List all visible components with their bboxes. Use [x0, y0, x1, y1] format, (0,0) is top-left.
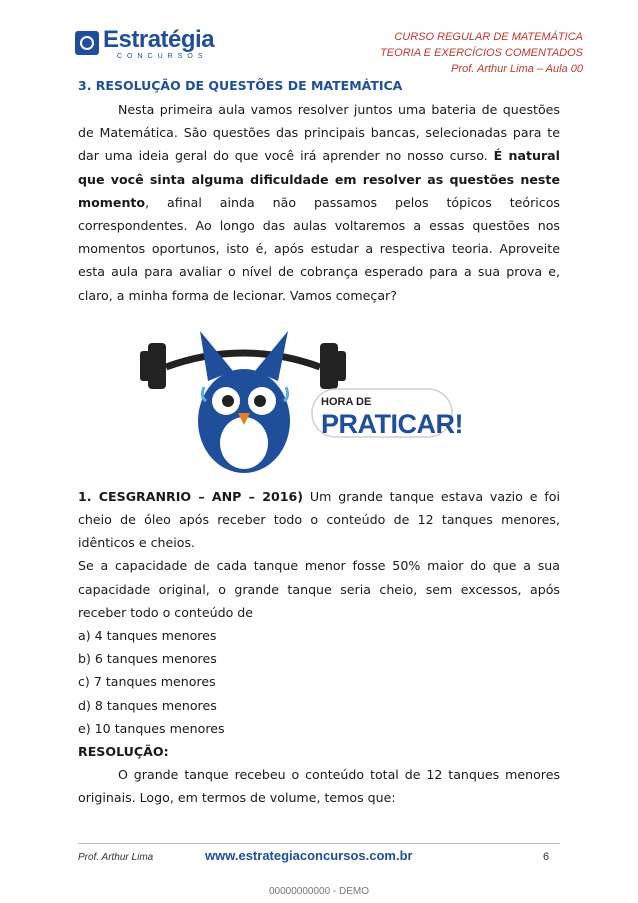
- logo-mark-icon: [75, 31, 99, 55]
- hora-de-praticar-banner: [78, 321, 560, 481]
- resolution-text: O grande tanque recebeu o conteúdo total de 12 tanques menores originais. Logo, em termos de volume, temos que:: [78, 767, 560, 806]
- footer-divider: [78, 843, 560, 844]
- page-content: [78, 78, 560, 810]
- header-line-3: Prof. Arthur Lima – Aula 00: [451, 63, 583, 75]
- section-title: 3. RESOLUÇÃO DE QUESTÕES DE MATEMÁTICA: [78, 78, 403, 93]
- demo-watermark: 00000000000 - DEMO: [268, 886, 370, 897]
- intro-text-1: Nesta primeira aula vamos resolver juntos uma bateria de questões de Matemática. São questões das principais bancas, selecionadas para te dar uma ideia geral do que você irá aprender no nosso curso.: [78, 102, 560, 164]
- logo-name: Estratégia: [103, 26, 215, 53]
- intro-text-2: , afinal ainda não passamos pelos tópicos teóricos correspondentes. Ao longo das aulas voltaremos a essas questões nos momentos oportunos, isto é, após estudar a respectiva teoria. Aproveite esta aula para avaliar o nível de cobrança esperado para a sua prova e, claro, a minha forma de lecionar. Vamos começar?: [78, 194, 560, 303]
- option-e: e) 10 tanques menores: [78, 720, 225, 736]
- footer-website-link[interactable]: www.estrategiaconcursos.com.br: [205, 848, 413, 863]
- header-line-1: CURSO REGULAR DE MATEMÁTICA: [394, 31, 583, 43]
- option-d: d) 8 tanques menores: [78, 697, 217, 713]
- footer-author: Prof. Arthur Lima: [78, 852, 154, 863]
- logo-subtitle: CONCURSOS: [117, 53, 208, 60]
- banner-small-text: HORA DE: [321, 395, 372, 408]
- option-c: c) 7 tanques menores: [78, 674, 216, 690]
- question-text-1: Um grande tanque estava vazio e foi cheio de óleo após receber todo o conteúdo de 12 tanques menores, idênticos e cheios.: [78, 488, 560, 551]
- intro-paragraph: [78, 98, 560, 307]
- course-header: [380, 29, 583, 77]
- question-text-2: Se a capacidade de cada tanque menor fosse 50% maior do que a sua capacidade original, o grande tanque seria cheio, sem excessos, após receber todo o conteúdo de: [78, 558, 560, 620]
- intro-bold-text: É natural que você sinta alguma dificuldade em resolver as questões neste momento: [78, 148, 560, 210]
- option-a: a) 4 tanques menores: [78, 628, 217, 644]
- estrategia-logo: [75, 27, 225, 61]
- resolution-label: RESOLUÇÃO:: [78, 744, 169, 760]
- question-label: 1. CESGRANRIO – ANP – 2016): [78, 488, 303, 504]
- page-number: 6: [543, 851, 550, 863]
- owl-mascot-icon: [138, 321, 458, 481]
- question-paragraph: [78, 485, 560, 555]
- header-line-2: TEORIA E EXERCÍCIOS COMENTADOS: [380, 47, 583, 59]
- option-b: b) 6 tanques menores: [78, 651, 217, 667]
- banner-big-text: PRATICAR!: [321, 408, 463, 439]
